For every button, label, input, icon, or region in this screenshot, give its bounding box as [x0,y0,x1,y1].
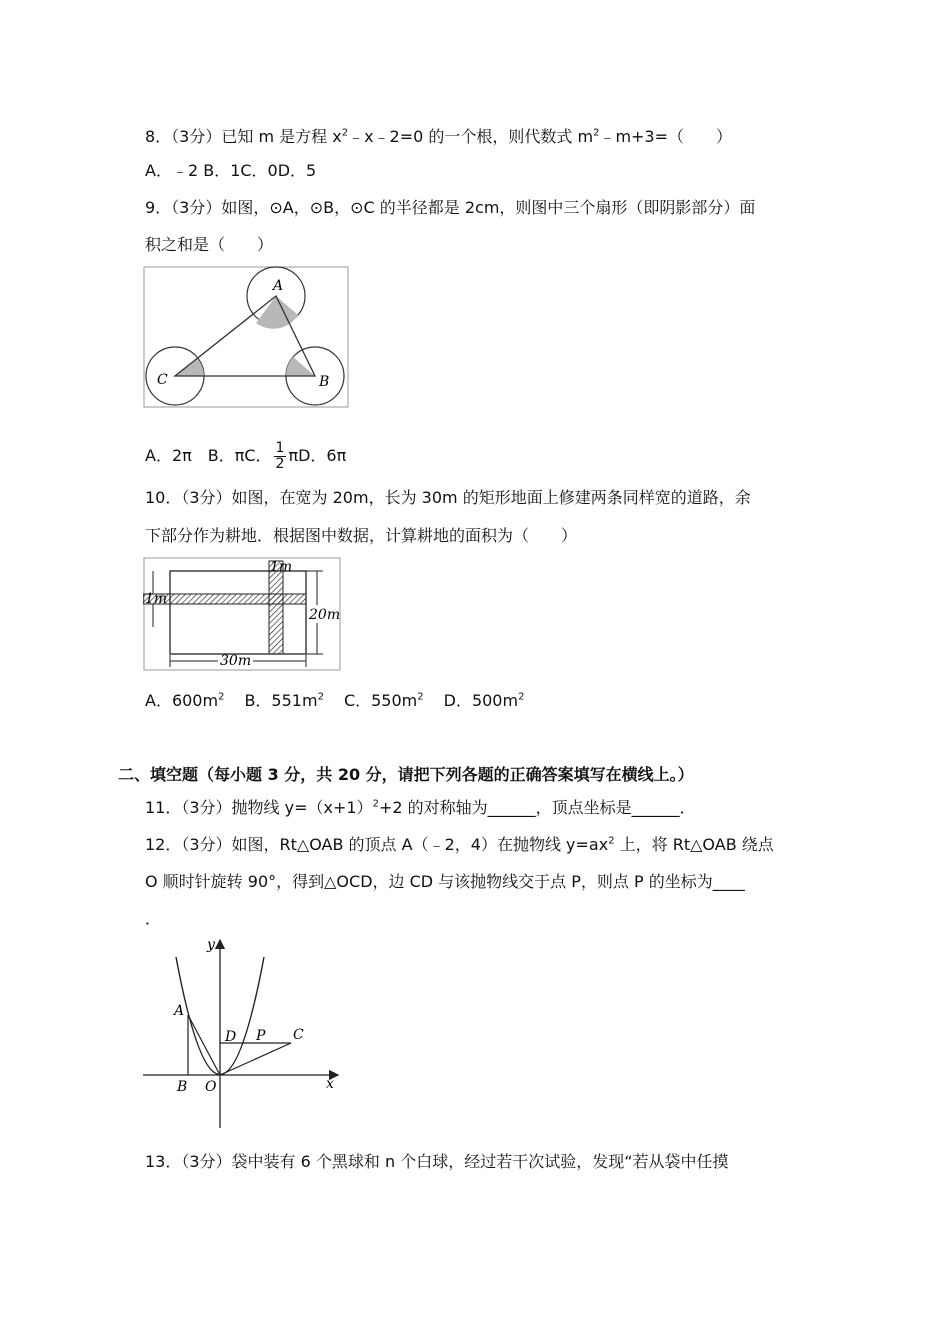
q10-opt-b-sup: 2 [317,691,324,703]
q10-opt-d-sup: 2 [518,691,525,703]
q10-opt-d: D．500m [443,691,519,710]
q9-opt-abc: A．2π B．πC． [145,446,272,465]
q12-label-y: y [207,937,215,953]
q9-label-a: A [273,278,284,294]
q12-figure [143,935,343,1135]
q8-sup-1: 2 [341,127,349,139]
q12-stem-line3: ． [145,909,162,928]
q10-stem-line2: 下部分作为耕地．根据图中数据，计算耕地的面积为（ ） [145,526,578,545]
q10-label-length: 30m [220,653,252,669]
section-2-title: 二、填空题（每小题 3 分，共 20 分，请把下列各题的正确答案填写在横线上。） [118,765,694,784]
q10-opt-a: A．600m [145,691,219,710]
q8-stem-a: 8．（3分）已知 m 是方程 x [145,127,342,146]
q9-fraction [274,441,287,472]
q13-stem-line1: 13．（3分）袋中装有 6 个黑球和 n 个白球，经过若干次试验，发现“若从袋中任摸 [145,1152,729,1171]
q9-frac-pi: π [288,446,299,465]
q10-label-road-left: 1m [145,591,168,607]
q12-label-c: C [293,1027,304,1043]
q8-sup-2: 2 [593,127,600,139]
q9-label-b: B [319,374,330,390]
q12-label-d: D [225,1029,237,1045]
q10-opt-b: B．551m [244,691,318,710]
q12-line1-b: 上，将 Rt△OAB 绕点 [614,835,774,854]
q12-label-b: B [177,1079,188,1095]
q12-stem-line1 [145,834,774,856]
q12-label-o: O [205,1079,217,1095]
q11-sup: 2 [372,798,379,810]
q9-stem-line2: 积之和是（ ） [145,235,274,254]
q12-label-p: P [256,1028,266,1044]
q10-opt-a-sup: 2 [218,691,225,703]
q10-figure [143,557,343,673]
q8-options: A．﹣2 B．1C．0D．5 [145,161,317,180]
q9-label-c: C [157,372,168,388]
q8-stem [145,126,732,148]
q10-options [145,690,524,712]
q9-frac-den: 2 [275,456,285,472]
q11-stem [145,797,696,819]
q11-text-b: +2 的对称轴为______，顶点坐标是______． [378,798,696,817]
q10-opt-c: C．550m [343,691,418,710]
q10-label-road-top: 1m [270,559,293,575]
q10-opt-c-sup: 2 [417,691,424,703]
q9-frac-num: 1 [275,440,285,456]
q11-text-a: 11．（3分）抛物线 y=（x+1） [145,798,373,817]
q12-line1-a: 12．（3分）如图，Rt△OAB 的顶点 A（﹣2，4）在抛物线 y=ax [145,835,609,854]
q10-stem-line1: 10．（3分）如图，在宽为 20m，长为 30m 的矩形地面上修建两条同样宽的道路，余 [145,488,751,507]
q12-stem-line2: O 顺时针旋转 90°，得到△OCD，边 CD 与该抛物线交于点 P，则点 P 的坐标为____ [145,872,745,891]
q12-label-a: A [174,1003,185,1019]
q8-stem-b: ﹣x﹣2=0 的一个根，则代数式 m [348,127,594,146]
q8-stem-c: ﹣m+3=（ ） [599,127,733,146]
q9-opt-d: D．6π [298,446,347,465]
q9-options [145,438,346,474]
q12-sup: 2 [608,835,615,847]
q9-figure [143,266,353,411]
q12-label-x: x [326,1076,334,1092]
q9-stem-line1: 9．（3分）如图，⊙A，⊙B，⊙C 的半径都是 2cm，则图中三个扇形（即阴影部分）面 [145,198,756,217]
q10-label-width: 20m [309,607,341,623]
